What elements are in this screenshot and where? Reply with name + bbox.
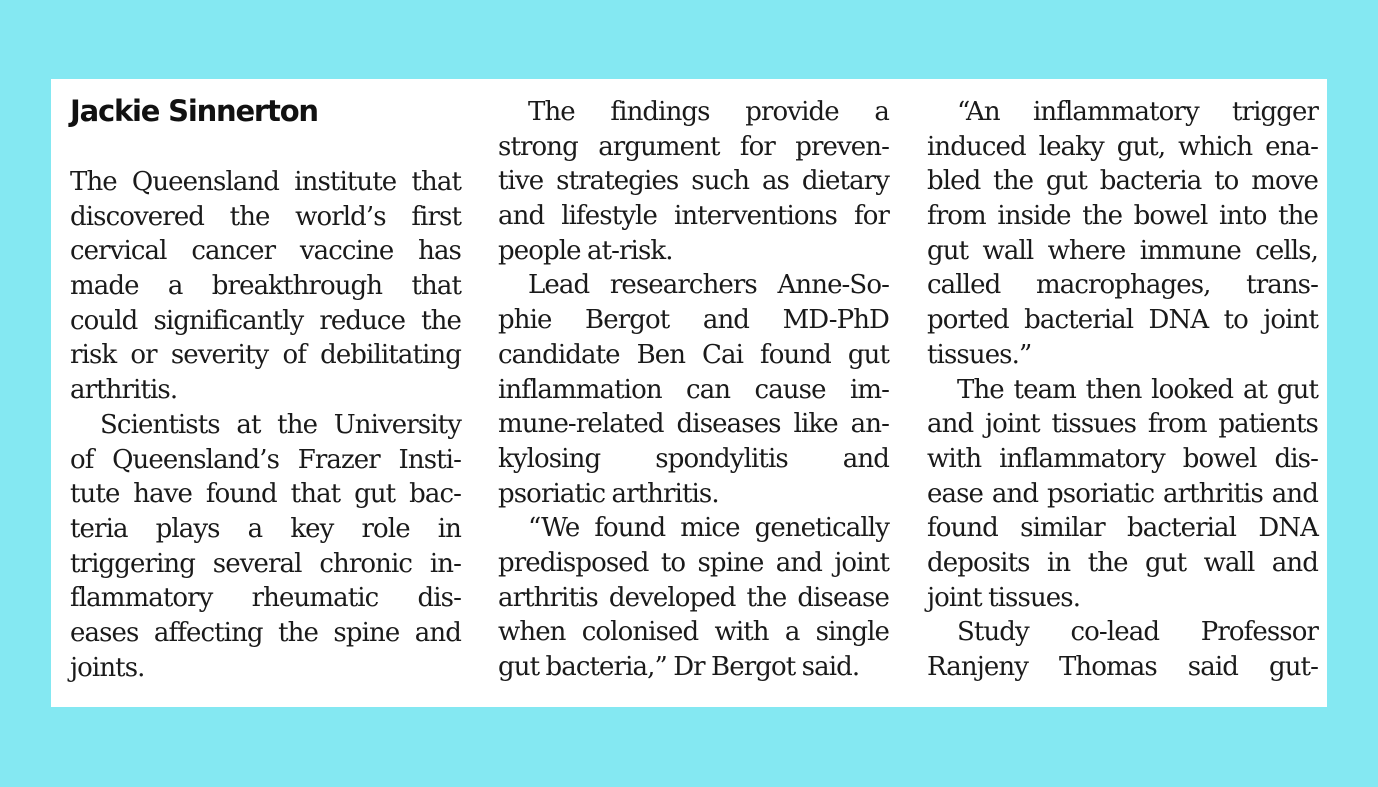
- article-text-line: deposits in the gut wall and: [927, 547, 1318, 578]
- article-text-line: tive strategies such as dietary: [498, 166, 889, 197]
- article-text-line: flammatory rheumatic dis-: [70, 583, 461, 614]
- article-column-3: [927, 95, 1318, 685]
- article-text-line: made a breakthrough that: [70, 271, 461, 302]
- article-text-line: when colonised with a single: [498, 617, 889, 648]
- article-text-line: “We found mice genetically: [528, 513, 889, 544]
- article-text-line: ported bacterial DNA to joint: [927, 305, 1318, 336]
- article-text-line: The team then looked at gut: [957, 374, 1318, 405]
- article-text-line: could significantly reduce the: [70, 305, 461, 336]
- article-text-line: bled the gut bacteria to move: [927, 166, 1318, 197]
- article-text-line: candidate Ben Cai found gut: [498, 339, 889, 370]
- article-text-line: Ranjeny Thomas said gut-: [927, 652, 1318, 682]
- article-text-line: joints.: [70, 652, 145, 683]
- article-text-line: The findings provide a: [528, 97, 889, 127]
- article-text-line: tute have found that gut bac-: [70, 479, 461, 510]
- article-text-line: gut wall where immune cells,: [927, 235, 1318, 266]
- article-text-line: with inflammatory bowel dis-: [927, 443, 1318, 474]
- article-text-line: people at-risk.: [498, 235, 673, 266]
- article-text-line: triggering several chronic in-: [70, 548, 461, 579]
- article-text-line: phie Bergot and MD-PhD: [498, 305, 889, 336]
- article-text-line: discovered the world’s first: [70, 201, 461, 232]
- article-text-line: called macrophages, trans-: [927, 270, 1318, 301]
- article-column-2: [498, 95, 889, 685]
- article-text-line: predisposed to spine and joint: [498, 547, 889, 578]
- article-text-line: cervical cancer vaccine has: [70, 236, 461, 267]
- article-text-line: tissues.”: [927, 339, 1032, 370]
- article-text-line: Scientists at the University: [100, 409, 461, 440]
- article-text-line: gut bacteria,” Dr Bergot said.: [498, 652, 860, 682]
- article-text-line: found similar bacterial DNA: [927, 513, 1318, 544]
- article-text-line: arthritis developed the disease: [498, 582, 889, 613]
- article-text-line: psoriatic arthritis.: [498, 478, 719, 509]
- article-text-line: inflammation can cause im-: [498, 374, 889, 405]
- article-text-line: Lead researchers Anne-So-: [528, 270, 889, 301]
- article-text-line: induced leaky gut, which ena-: [927, 131, 1318, 162]
- article-text-line: of Queensland’s Frazer Insti-: [70, 444, 461, 475]
- article-text-line: strong argument for preven-: [498, 131, 889, 162]
- article-text-line: and lifestyle interventions for: [498, 201, 889, 232]
- article-text-line: risk or severity of debilitating: [70, 340, 461, 371]
- article-text-line: joint tissues.: [927, 582, 1081, 613]
- article-text-line: “An inflammatory trigger: [957, 97, 1318, 127]
- article-column-1: [70, 165, 461, 685]
- article-text-line: The Queensland institute that: [70, 167, 461, 197]
- article-text-line: mune-related diseases like an-: [498, 409, 889, 440]
- byline: Jackie Sinnerton: [70, 94, 318, 128]
- article-text-line: arthritis.: [70, 375, 178, 406]
- article-text-line: ease and psoriatic arthritis and: [927, 478, 1318, 509]
- article-text-line: teria plays a key role in: [70, 513, 461, 544]
- article-text-line: kylosing spondylitis and: [498, 443, 889, 474]
- article-text-line: eases affecting the spine and: [70, 617, 461, 648]
- article-text-line: Study co-lead Professor: [957, 617, 1318, 648]
- article-text-line: and joint tissues from patients: [927, 409, 1318, 440]
- article-text-line: from inside the bowel into the: [927, 201, 1318, 232]
